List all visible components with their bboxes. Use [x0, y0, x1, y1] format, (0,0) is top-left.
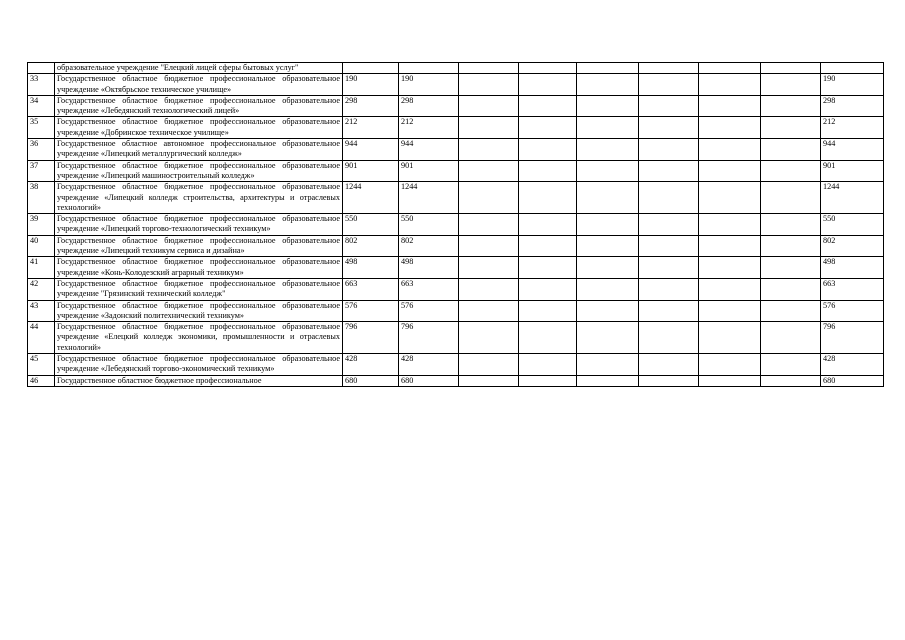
- table-row: [28, 182, 884, 214]
- value-col-1: 680: [343, 375, 399, 386]
- empty-cell: [459, 257, 519, 279]
- empty-cell: [699, 95, 761, 117]
- empty-cell: [639, 139, 699, 161]
- data-table: [27, 62, 884, 387]
- table-row: [28, 139, 884, 161]
- empty-cell: [639, 63, 699, 74]
- institution-name: Государственное областное автономное профессиональное образовательное учреждение «Липецкий металлургический колледж»: [55, 139, 343, 161]
- empty-cell: [639, 160, 699, 182]
- total-value: 212: [821, 117, 884, 139]
- empty-cell: [459, 182, 519, 214]
- empty-cell: [699, 322, 761, 354]
- value-col-2: 498: [399, 257, 459, 279]
- value-col-1: 1244: [343, 182, 399, 214]
- empty-cell: [577, 63, 639, 74]
- value-col-2: 1244: [399, 182, 459, 214]
- empty-cell: [577, 322, 639, 354]
- row-number: 37: [28, 160, 55, 182]
- empty-cell: [639, 74, 699, 96]
- empty-cell: [699, 139, 761, 161]
- table-row: [28, 74, 884, 96]
- empty-cell: [519, 300, 577, 322]
- value-col-1: 190: [343, 74, 399, 96]
- empty-cell: [519, 375, 577, 386]
- empty-cell: [639, 117, 699, 139]
- value-col-1: 944: [343, 139, 399, 161]
- value-col-1: 901: [343, 160, 399, 182]
- empty-cell: [519, 139, 577, 161]
- row-number: [28, 63, 55, 74]
- empty-cell: [577, 74, 639, 96]
- table-row: [28, 375, 884, 386]
- institution-name: Государственное областное бюджетное профессиональное образовательное учреждение "Грязинский технический колледж": [55, 278, 343, 300]
- value-col-1: 212: [343, 117, 399, 139]
- value-col-1: 802: [343, 235, 399, 257]
- value-col-1: 663: [343, 278, 399, 300]
- empty-cell: [519, 354, 577, 376]
- total-value: 796: [821, 322, 884, 354]
- institution-name: Государственное областное бюджетное профессиональное образовательное учреждение «Елецкий колледж экономики, промышленности и отраслевых технологий»: [55, 322, 343, 354]
- institution-name: Государственное областное бюджетное профессиональное образовательное учреждение «Лебедянский технологический лицей»: [55, 95, 343, 117]
- value-col-1: 298: [343, 95, 399, 117]
- row-number: 43: [28, 300, 55, 322]
- empty-cell: [519, 74, 577, 96]
- institution-name: Государственное областное бюджетное профессиональное образовательное учреждение «Липецкий машиностроительный колледж»: [55, 160, 343, 182]
- table-row: [28, 235, 884, 257]
- empty-cell: [699, 300, 761, 322]
- empty-cell: [699, 278, 761, 300]
- institution-name: Государственное областное бюджетное профессиональное образовательное учреждение «Задонский политехнический техникум»: [55, 300, 343, 322]
- total-value: 944: [821, 139, 884, 161]
- institution-name: Государственное областное бюджетное профессиональное образовательное учреждение «Октябрьское техническое училище»: [55, 74, 343, 96]
- empty-cell: [459, 139, 519, 161]
- empty-cell: [577, 214, 639, 236]
- empty-cell: [519, 322, 577, 354]
- table-row: [28, 117, 884, 139]
- value-col-2: [399, 63, 459, 74]
- table-row: [28, 95, 884, 117]
- table-row: [28, 257, 884, 279]
- empty-cell: [761, 300, 821, 322]
- empty-cell: [577, 139, 639, 161]
- empty-cell: [519, 235, 577, 257]
- empty-cell: [459, 354, 519, 376]
- institution-name: Государственное областное бюджетное профессиональное: [55, 375, 343, 386]
- value-col-1: 576: [343, 300, 399, 322]
- institution-name: образовательное учреждение "Елецкий лицей сферы бытовых услуг": [55, 63, 343, 74]
- empty-cell: [761, 95, 821, 117]
- empty-cell: [761, 63, 821, 74]
- institution-name: Государственное областное бюджетное профессиональное образовательное учреждение «Липецкий торгово-технологический техникум»: [55, 214, 343, 236]
- empty-cell: [519, 214, 577, 236]
- empty-cell: [459, 117, 519, 139]
- value-col-2: 428: [399, 354, 459, 376]
- table-row: [28, 322, 884, 354]
- empty-cell: [761, 139, 821, 161]
- institution-name: Государственное областное бюджетное профессиональное образовательное учреждение «Лебедянский торгово-экономический техникум»: [55, 354, 343, 376]
- value-col-2: 298: [399, 95, 459, 117]
- empty-cell: [699, 214, 761, 236]
- empty-cell: [577, 160, 639, 182]
- table-row: [28, 278, 884, 300]
- empty-cell: [577, 354, 639, 376]
- empty-cell: [761, 375, 821, 386]
- empty-cell: [577, 375, 639, 386]
- table-row: [28, 300, 884, 322]
- value-col-2: 212: [399, 117, 459, 139]
- empty-cell: [699, 235, 761, 257]
- empty-cell: [639, 375, 699, 386]
- empty-cell: [459, 375, 519, 386]
- empty-cell: [519, 117, 577, 139]
- empty-cell: [761, 354, 821, 376]
- empty-cell: [459, 235, 519, 257]
- empty-cell: [639, 257, 699, 279]
- empty-cell: [639, 235, 699, 257]
- row-number: 40: [28, 235, 55, 257]
- empty-cell: [459, 322, 519, 354]
- empty-cell: [577, 182, 639, 214]
- institution-name: Государственное областное бюджетное профессиональное образовательное учреждение «Конь-Колодезский аграрный техникум»: [55, 257, 343, 279]
- empty-cell: [577, 235, 639, 257]
- total-value: 298: [821, 95, 884, 117]
- empty-cell: [639, 300, 699, 322]
- row-number: 46: [28, 375, 55, 386]
- total-value: [821, 63, 884, 74]
- value-col-2: 190: [399, 74, 459, 96]
- empty-cell: [761, 278, 821, 300]
- empty-cell: [639, 182, 699, 214]
- empty-cell: [577, 257, 639, 279]
- table-row: [28, 160, 884, 182]
- total-value: 802: [821, 235, 884, 257]
- total-value: 576: [821, 300, 884, 322]
- value-col-1: 796: [343, 322, 399, 354]
- table-body: [28, 63, 884, 387]
- empty-cell: [699, 182, 761, 214]
- empty-cell: [699, 63, 761, 74]
- table-row: [28, 63, 884, 74]
- institution-name: Государственное областное бюджетное профессиональное образовательное учреждение «Липецкий техникум сервиса и дизайна»: [55, 235, 343, 257]
- total-value: 550: [821, 214, 884, 236]
- empty-cell: [459, 278, 519, 300]
- value-col-2: 663: [399, 278, 459, 300]
- empty-cell: [761, 182, 821, 214]
- empty-cell: [577, 278, 639, 300]
- empty-cell: [577, 95, 639, 117]
- empty-cell: [699, 117, 761, 139]
- row-number: 33: [28, 74, 55, 96]
- empty-cell: [761, 160, 821, 182]
- table-row: [28, 214, 884, 236]
- empty-cell: [639, 322, 699, 354]
- total-value: 190: [821, 74, 884, 96]
- value-col-2: 802: [399, 235, 459, 257]
- empty-cell: [459, 74, 519, 96]
- empty-cell: [459, 214, 519, 236]
- value-col-1: 428: [343, 354, 399, 376]
- empty-cell: [761, 214, 821, 236]
- value-col-2: 576: [399, 300, 459, 322]
- total-value: 428: [821, 354, 884, 376]
- empty-cell: [459, 95, 519, 117]
- empty-cell: [459, 300, 519, 322]
- empty-cell: [577, 117, 639, 139]
- row-number: 39: [28, 214, 55, 236]
- total-value: 663: [821, 278, 884, 300]
- empty-cell: [519, 278, 577, 300]
- empty-cell: [699, 74, 761, 96]
- empty-cell: [519, 182, 577, 214]
- value-col-2: 550: [399, 214, 459, 236]
- empty-cell: [519, 63, 577, 74]
- empty-cell: [761, 257, 821, 279]
- empty-cell: [699, 257, 761, 279]
- empty-cell: [761, 322, 821, 354]
- empty-cell: [519, 160, 577, 182]
- empty-cell: [459, 160, 519, 182]
- value-col-1: [343, 63, 399, 74]
- empty-cell: [699, 160, 761, 182]
- empty-cell: [519, 257, 577, 279]
- row-number: 44: [28, 322, 55, 354]
- value-col-2: 944: [399, 139, 459, 161]
- row-number: 42: [28, 278, 55, 300]
- empty-cell: [639, 278, 699, 300]
- value-col-2: 796: [399, 322, 459, 354]
- total-value: 680: [821, 375, 884, 386]
- value-col-1: 498: [343, 257, 399, 279]
- row-number: 41: [28, 257, 55, 279]
- institution-name: Государственное областное бюджетное профессиональное образовательное учреждение «Липецкий колледж строительства, архитектуры и отраслевых технологий»: [55, 182, 343, 214]
- row-number: 36: [28, 139, 55, 161]
- row-number: 34: [28, 95, 55, 117]
- empty-cell: [639, 354, 699, 376]
- empty-cell: [699, 375, 761, 386]
- empty-cell: [639, 214, 699, 236]
- empty-cell: [577, 300, 639, 322]
- empty-cell: [519, 95, 577, 117]
- empty-cell: [761, 235, 821, 257]
- value-col-2: 680: [399, 375, 459, 386]
- empty-cell: [459, 63, 519, 74]
- empty-cell: [639, 95, 699, 117]
- row-number: 35: [28, 117, 55, 139]
- institution-name: Государственное областное бюджетное профессиональное образовательное учреждение «Добринское техническое училище»: [55, 117, 343, 139]
- row-number: 38: [28, 182, 55, 214]
- table-row: [28, 354, 884, 376]
- empty-cell: [699, 354, 761, 376]
- row-number: 45: [28, 354, 55, 376]
- total-value: 1244: [821, 182, 884, 214]
- value-col-1: 550: [343, 214, 399, 236]
- empty-cell: [761, 117, 821, 139]
- value-col-2: 901: [399, 160, 459, 182]
- total-value: 901: [821, 160, 884, 182]
- total-value: 498: [821, 257, 884, 279]
- empty-cell: [761, 74, 821, 96]
